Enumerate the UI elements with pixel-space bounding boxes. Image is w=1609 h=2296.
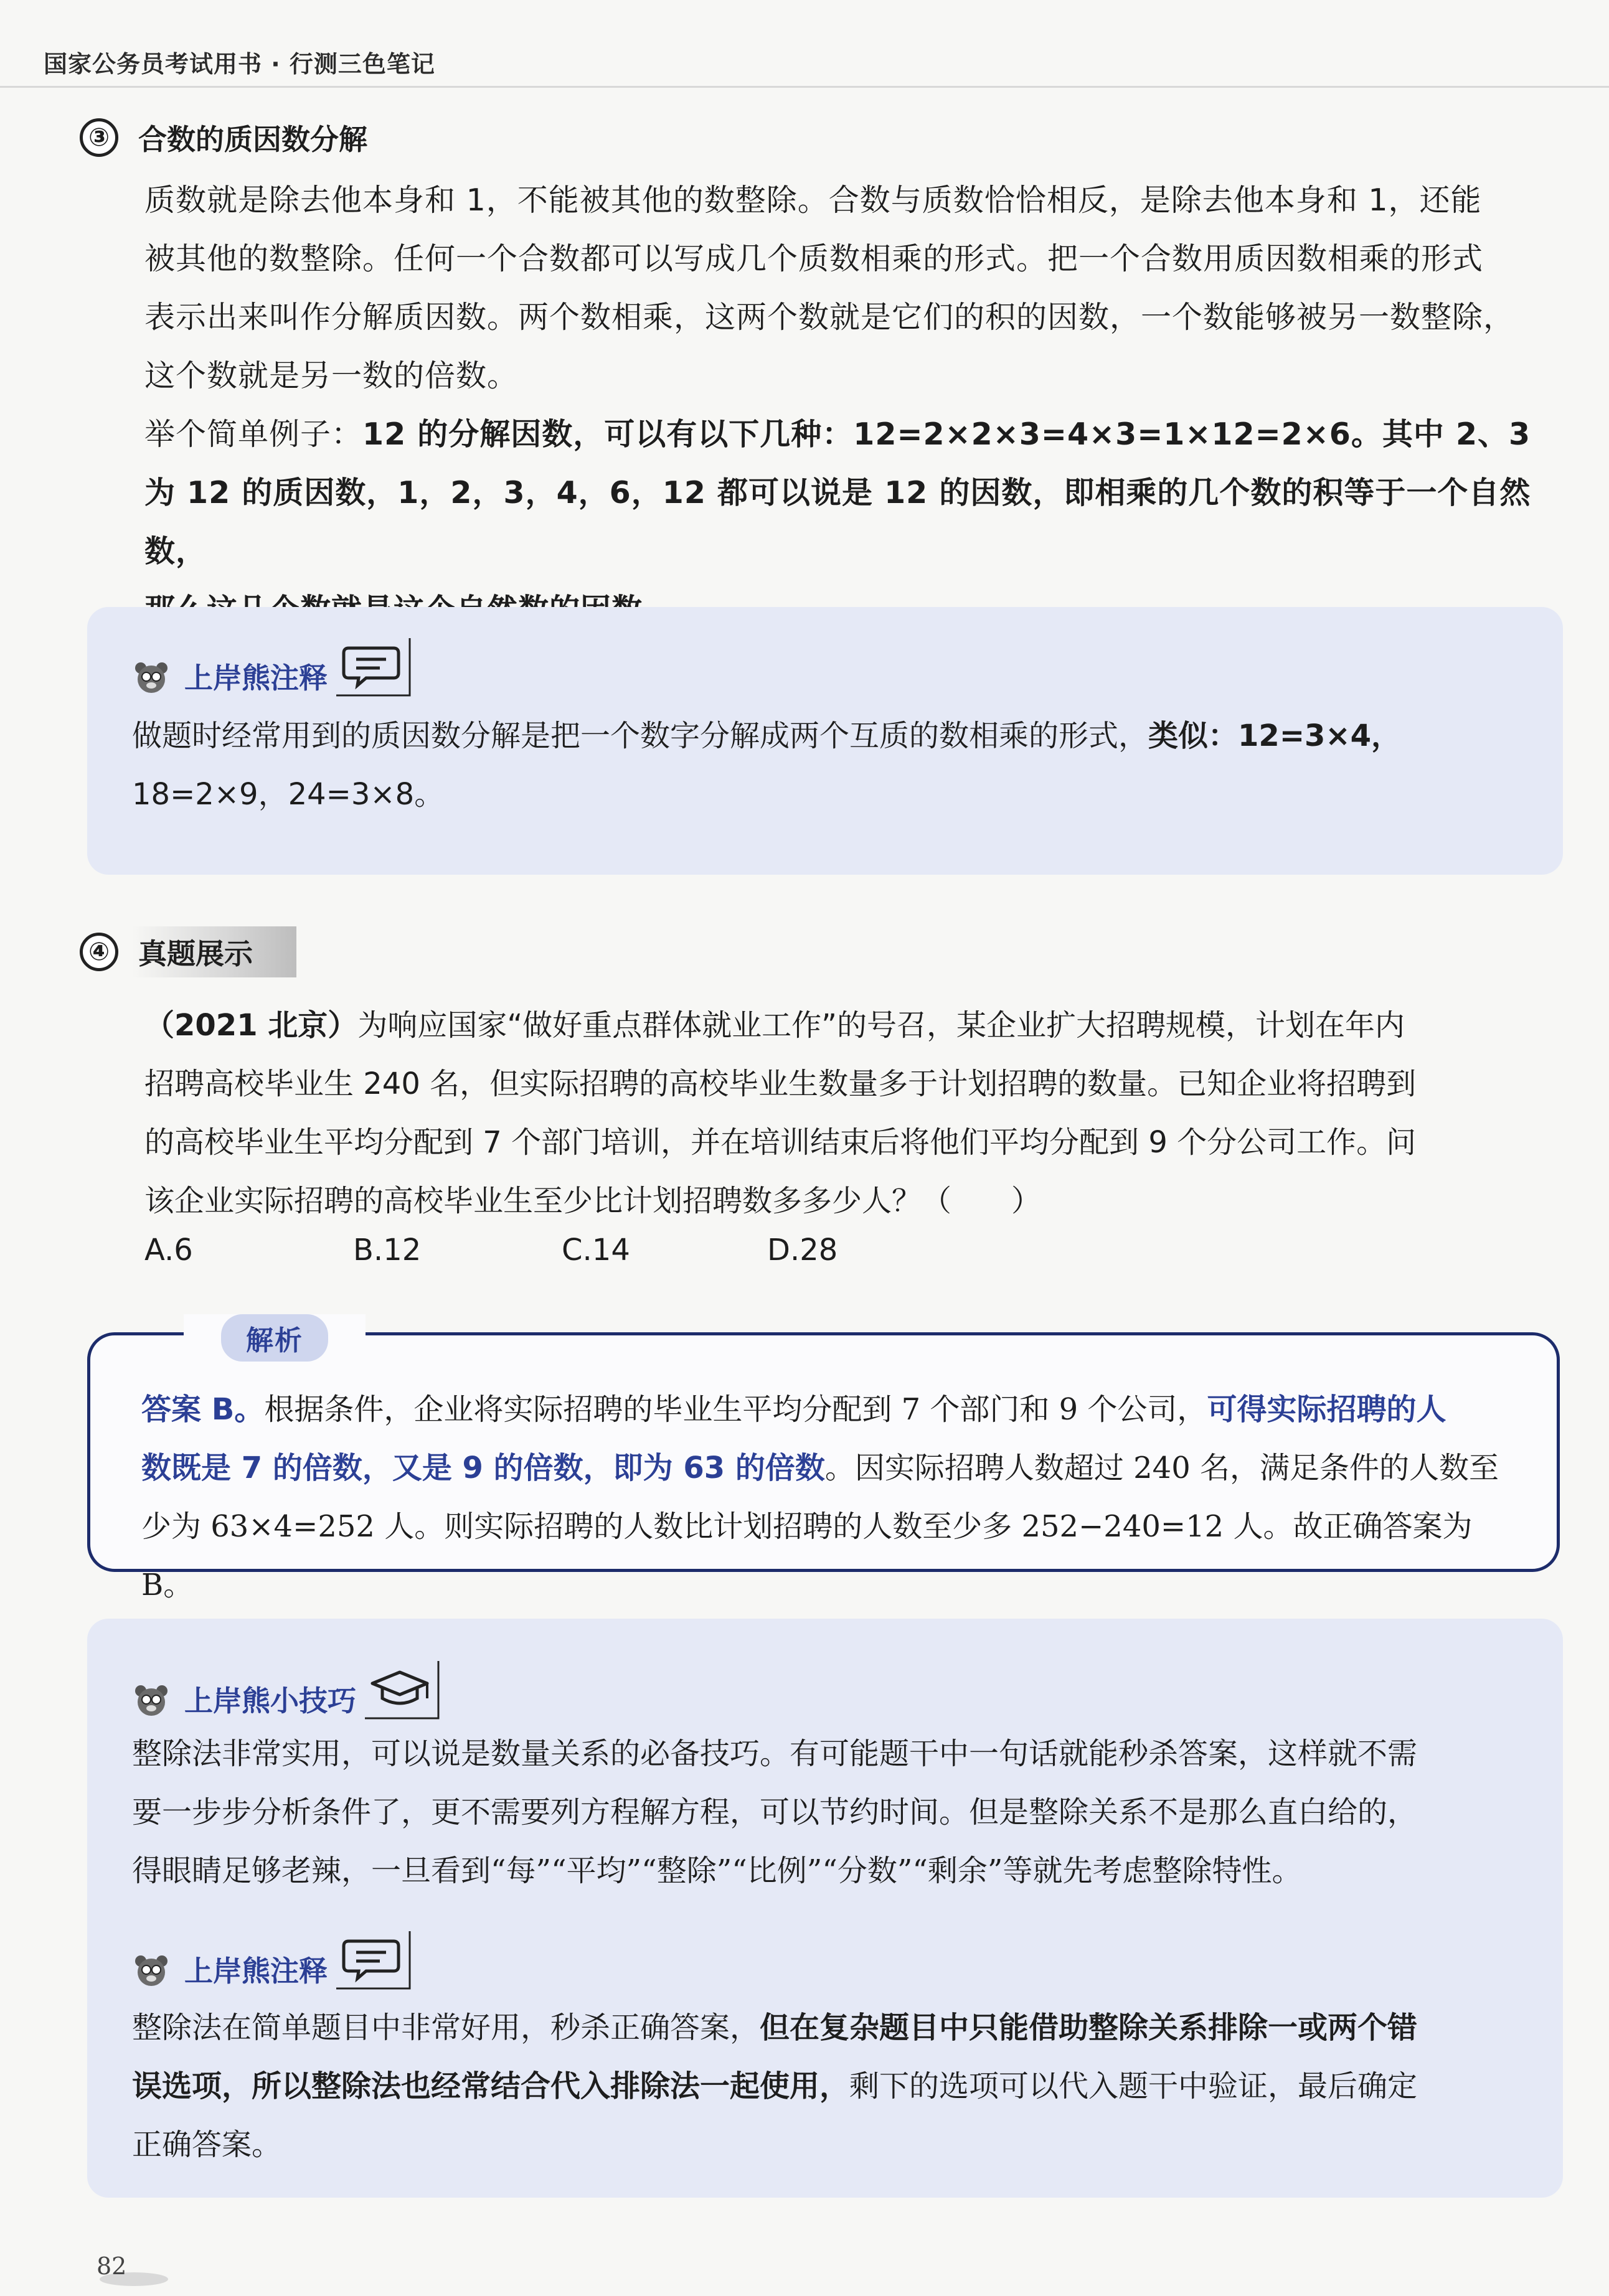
analysis-box [87,1325,1560,1602]
example-prefix: 举个简单例子： [144,416,363,452]
graduation-cap-icon [365,1660,446,1720]
question-line: 招聘高校毕业生 240 名，但实际招聘的高校毕业生数量多于计划招聘的数量。已知企业将招聘到 [144,1066,1417,1101]
section-title: 真题展示 [138,937,253,971]
bear-tip-badge [132,1660,446,1720]
question-source: （2021 北京） [144,1008,358,1043]
example-line: 为 12 的质因数，1，2，3，4，6，12 都可以说是 12 的因数，即相乘的几个数的积等于一个自然数， [144,475,1531,569]
section-title: 合数的质因数分解 [138,123,367,156]
analysis-part: 根据条件，企业将实际招聘的毕业生平均分配到 7 个部门和 9 个公司， [264,1392,1207,1427]
tip-text [132,1724,1533,1900]
answer-highlight: 答案 B。 [141,1392,265,1427]
section-3-body [144,171,1533,639]
section-title-banner [132,926,296,977]
bear-note-badge [132,637,417,697]
exam-question [144,996,1533,1230]
note-line [132,2057,1533,2115]
note-line [132,1998,1533,2057]
tip-line: 得眼睛足够老辣，一旦看到“每”“平均”“整除”“比例”“分数”“剩余”等就先考虑整除特性。 [132,1853,1302,1888]
note-text-part: 剩下的选项可以代入题干中验证，最后确定 [849,2069,1418,2104]
analysis-highlight: 可得实际招聘的人 [1207,1392,1446,1427]
bear-mascot-icon [132,1681,171,1720]
bear-mascot-icon [132,1951,171,1990]
section-3-heading [80,117,367,158]
section-number-badge: ④ [80,933,118,971]
bear-note-badge [132,1930,417,1990]
note-line [132,707,1533,765]
note-text-emphasis: 类似：12=3×4， [1148,718,1402,753]
body-line: 质数就是除去他本身和 1，不能被其他的数整除。合数与质数恰恰相反，是除去他本身和 1，还能 [144,182,1482,218]
comment-icon [336,1930,417,1990]
note-text-emphasis: 误选项，所以整除法也经常结合代入排除法一起使用， [132,2069,850,2104]
tip-label: 上岸熊小技巧 [184,1684,356,1718]
section-number-badge: ③ [80,118,118,157]
bear-mascot-icon [132,658,171,697]
answer-options [144,1225,838,1275]
tip-line: 整除法非常实用，可以说是数量关系的必备技巧。有可能题干中一句话就能秒杀答案，这样就不需 [132,1736,1418,1771]
comment-icon [336,637,417,697]
body-line: 这个数就是另一数的倍数。 [144,358,519,393]
bear-tips-box [87,1619,1563,2198]
analysis-line [141,1439,1517,1497]
note-text [132,707,1533,824]
example-text: 12 的分解因数，可以有以下几种：12=2×2×3=4×3=1×12=2×6。其中 2、3 [362,416,1531,452]
question-line: 的高校毕业生平均分配到 7 个部门培训，并在培训结束后将他们平均分配到 9 个分公司工作。问 [144,1125,1417,1160]
section-4-heading [80,926,296,977]
page-header: 国家公务员考试用书 · 行测三色笔记 [44,50,435,78]
analysis-line [141,1380,1517,1439]
question-line: 该企业实际招聘的高校毕业生至少比计划招聘数多多少人？（ ） [144,1183,1042,1218]
analysis-pill: 解析 [221,1314,328,1362]
note-text-part: 整除法在简单题目中非常好用，秒杀正确答案， [132,2010,760,2045]
question-text: 为响应国家“做好重点群体就业工作”的号召，某企业扩大招聘规模，计划在年内 [357,1008,1405,1043]
page-number: 82 [97,2252,127,2280]
note-text-part: 做题时经常用到的质因数分解是把一个数字分解成两个互质的数相乘的形式， [132,718,1149,753]
question-line [144,996,1533,1055]
option-a: A.6 [144,1233,193,1268]
analysis-highlight: 数既是 7 的倍数，又是 9 的倍数，即为 63 的倍数 [141,1451,825,1485]
analysis-part: 。因实际招聘人数超过 240 名，满足条件的人数至 [824,1451,1499,1485]
analysis-line: 少为 63×4=252 人。则实际招聘的人数比计划招聘的人数至少多 252−240=12 人。故正确答案为 B。 [141,1509,1473,1602]
note-label: 上岸熊注释 [184,661,328,695]
body-line: 表示出来叫作分解质因数。两个数相乘，这两个数就是它们的积的因数，一个数能够被另一数整除， [144,299,1515,335]
note-label: 上岸熊注释 [184,1954,328,1988]
note-line: 18=2×9，24=3×8。 [132,777,445,812]
note-line: 正确答案。 [132,2127,282,2162]
note-text [132,1998,1533,2174]
option-b: B.12 [353,1233,422,1268]
body-line: 被其他的数整除。任何一个合数都可以写成几个质数相乘的形式。把一个合数用质因数相乘的形式 [144,241,1484,276]
note-text-emphasis: 但在复杂题目中只能借助整除关系排除一或两个错 [760,2010,1418,2045]
tip-line: 要一步步分析条件了，更不需要列方程解方程，可以节约时间。但是整除关系不是那么直白给的， [132,1795,1418,1830]
option-c: C.14 [562,1233,630,1268]
option-d: D.28 [767,1233,838,1268]
header-divider [0,86,1609,88]
analysis-text [141,1380,1517,1614]
example-line [144,405,1533,464]
analysis-label [184,1314,366,1355]
bear-note-box [87,607,1563,875]
